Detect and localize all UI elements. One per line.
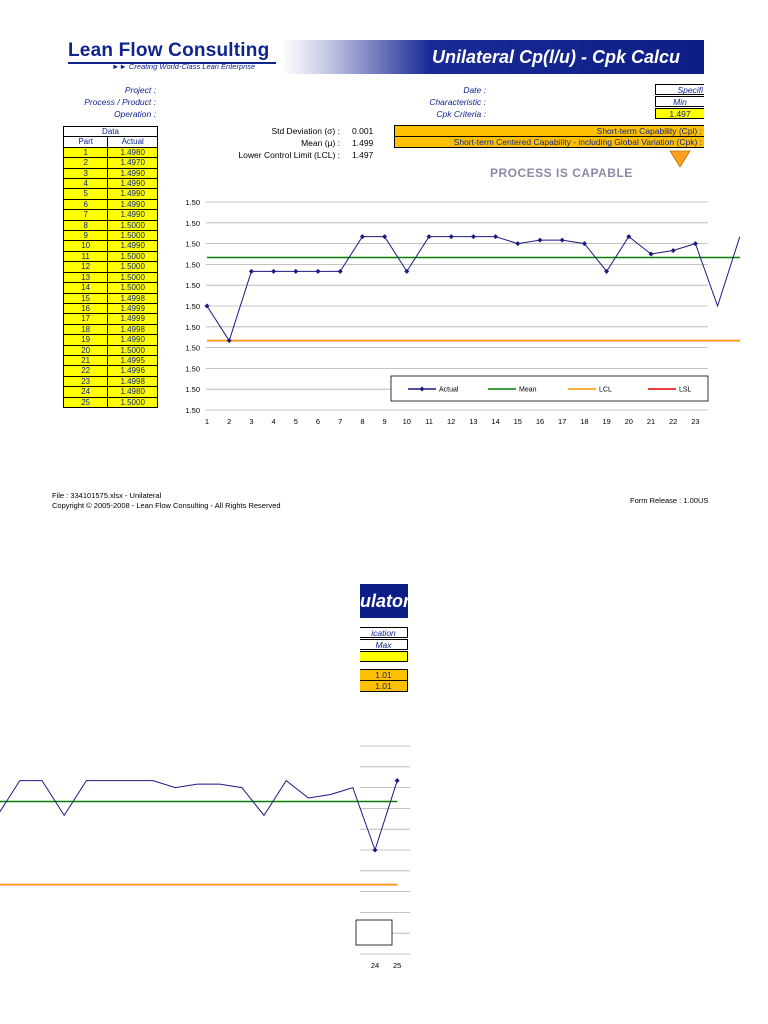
cpk-value: 1.01 xyxy=(360,680,408,692)
spec-max-value[interactable] xyxy=(360,651,408,662)
chart-y-ticks xyxy=(185,198,200,415)
part-cell: 24 xyxy=(64,387,108,397)
page-title: Unilateral Cp(l/u) - Cpk Calcu xyxy=(432,47,681,67)
x-tick-label: 15 xyxy=(513,417,522,426)
x-tick-label: 1 xyxy=(204,417,210,426)
control-chart xyxy=(170,192,708,428)
x-tick-label: 13 xyxy=(469,417,478,426)
page-title-overflow: ulator xyxy=(360,591,411,611)
data-point xyxy=(493,234,498,239)
legend-label: LCL xyxy=(599,386,612,394)
actual-cell[interactable]: 1.5000 xyxy=(108,231,158,241)
data-point xyxy=(449,234,454,239)
part-cell: 2 xyxy=(64,158,108,168)
y-tick-label: 1.50 xyxy=(185,385,200,395)
table-row xyxy=(64,345,158,355)
table-row xyxy=(64,147,158,157)
table-row xyxy=(64,199,158,209)
cpk-criteria-label: Cpk Criteria : xyxy=(436,109,486,119)
y-tick-label: 1.50 xyxy=(185,260,200,270)
cpl-label: Short-term Capability (Cpl) : xyxy=(394,125,704,137)
spec-min-label: Min xyxy=(655,96,704,107)
y-tick-label: 1.50 xyxy=(185,302,200,311)
y-tick-label: 1.50 xyxy=(185,364,200,374)
table-row xyxy=(64,335,158,345)
x-tick-label: 18 xyxy=(580,417,589,426)
x-tick-label: 10 xyxy=(402,417,411,426)
chart-legend xyxy=(391,376,708,401)
actual-cell[interactable]: 1.5000 xyxy=(108,272,158,282)
actual-cell[interactable]: 1.4999 xyxy=(108,303,158,313)
table-row xyxy=(64,303,158,313)
x-tick-label: 20 xyxy=(624,417,633,426)
data-point xyxy=(271,269,276,274)
x-tick-label: 7 xyxy=(338,417,343,426)
table-row xyxy=(64,283,158,293)
data-point xyxy=(373,848,378,853)
data-point xyxy=(395,778,400,783)
data-point xyxy=(227,338,232,343)
actual-cell[interactable]: 1.5000 xyxy=(108,220,158,230)
actual-cell[interactable]: 1.5000 xyxy=(108,397,158,407)
part-cell: 15 xyxy=(64,293,108,303)
table-row xyxy=(64,376,158,386)
x-tick-label: 19 xyxy=(602,417,611,426)
actual-cell[interactable]: 1.4990 xyxy=(108,335,158,345)
data-header: Data xyxy=(64,127,158,137)
part-cell: 3 xyxy=(64,168,108,178)
data-point xyxy=(471,234,476,239)
actual-cell[interactable]: 1.4998 xyxy=(108,324,158,334)
part-cell: 7 xyxy=(64,210,108,220)
x-tick-label: 25 xyxy=(393,961,402,970)
spec-header: Specifi xyxy=(655,84,704,95)
lcl-value: 1.497 xyxy=(352,150,374,160)
part-cell: 9 xyxy=(64,231,108,241)
data-table xyxy=(63,126,158,408)
table-row xyxy=(64,189,158,199)
series-line-actual xyxy=(207,237,740,341)
mean-value: 1.499 xyxy=(352,138,374,148)
data-point xyxy=(205,304,210,309)
y-tick-label: 1.50 xyxy=(185,406,200,415)
x-tick-label: 22 xyxy=(669,417,678,426)
part-cell: 14 xyxy=(64,283,108,293)
form-release: Form Release : 1.00US xyxy=(630,496,709,505)
data-point xyxy=(427,234,432,239)
operation-label: Operation : xyxy=(113,109,156,119)
x-tick-label: 23 xyxy=(691,417,700,426)
data-point xyxy=(382,234,387,239)
actual-cell[interactable]: 1.5000 xyxy=(108,262,158,272)
part-cell: 1 xyxy=(64,147,108,157)
actual-cell[interactable]: 1.4980 xyxy=(108,387,158,397)
chart-x-ticks xyxy=(205,417,700,426)
file-name: File : 334101575.xlsx - Unilateral xyxy=(52,491,162,500)
actual-cell[interactable]: 1.4990 xyxy=(108,189,158,199)
part-cell: 8 xyxy=(64,220,108,230)
data-point xyxy=(693,241,698,246)
title-banner-overflow xyxy=(360,584,411,618)
table-row xyxy=(64,387,158,397)
chart-series-overflow xyxy=(0,778,400,885)
spec-max-label: Max xyxy=(360,639,408,650)
part-cell: 17 xyxy=(64,314,108,324)
x-tick-label: 6 xyxy=(315,417,321,426)
std-deviation-value: 0.001 xyxy=(352,126,374,136)
part-cell: 12 xyxy=(64,262,108,272)
table-row xyxy=(64,251,158,261)
actual-cell[interactable]: 1.4995 xyxy=(108,355,158,365)
capability-status: PROCESS IS CAPABLE xyxy=(490,166,633,180)
table-row xyxy=(64,158,158,168)
table-row xyxy=(64,355,158,365)
table-row xyxy=(64,220,158,230)
table-row xyxy=(64,179,158,189)
actual-cell[interactable]: 1.4990 xyxy=(108,199,158,209)
part-cell: 13 xyxy=(64,272,108,282)
tagline: ►► Creating World-Class Lean Enterprise xyxy=(112,62,256,71)
company-logo: Lean Flow Consulting xyxy=(68,40,270,61)
characteristic-label: Characteristic : xyxy=(429,97,486,107)
data-point xyxy=(560,238,565,243)
cpl-value: 1.01 xyxy=(360,669,408,681)
x-tick-label: 4 xyxy=(271,417,276,426)
actual-cell[interactable]: 1.4990 xyxy=(108,179,158,189)
actual-cell[interactable]: 1.5000 xyxy=(108,345,158,355)
x-tick-label: 14 xyxy=(491,417,500,426)
legend-box-overflow xyxy=(356,920,392,945)
actual-cell[interactable]: 1.4990 xyxy=(108,168,158,178)
x-tick-label: 17 xyxy=(558,417,567,426)
y-tick-label: 1.50 xyxy=(185,281,200,291)
copyright: Copyright © 2005-2008 - Lean Flow Consulting - All Rights Reserved xyxy=(52,501,281,510)
table-row xyxy=(64,314,158,324)
part-cell: 6 xyxy=(64,199,108,209)
data-point xyxy=(316,269,321,274)
actual-cell[interactable]: 1.5000 xyxy=(108,251,158,261)
cpk-label: Short-term Centered Capability - including Global Variation (Cpk) : xyxy=(394,136,704,148)
spec-header-overflow: ication xyxy=(360,627,408,638)
x-tick-label: 11 xyxy=(425,417,433,426)
actual-cell[interactable]: 1.4980 xyxy=(108,147,158,157)
part-cell: 5 xyxy=(64,189,108,199)
x-tick-label: 9 xyxy=(382,417,387,426)
std-deviation-label: Std Deviation (σ) : xyxy=(271,126,340,136)
table-row xyxy=(64,231,158,241)
chart-x-ticks-overflow xyxy=(371,961,402,970)
table-row xyxy=(64,241,158,251)
x-tick-label: 24 xyxy=(370,961,380,970)
x-tick-label: 3 xyxy=(249,417,254,426)
x-tick-label: 8 xyxy=(360,417,365,426)
spec-min-value[interactable]: 1.497 xyxy=(655,108,704,119)
part-cell: 10 xyxy=(64,241,108,251)
part-cell: 19 xyxy=(64,335,108,345)
lcl-label: Lower Control Limit (LCL) : xyxy=(238,150,340,160)
part-cell: 16 xyxy=(64,303,108,313)
data-point xyxy=(360,234,365,239)
data-point xyxy=(404,269,409,274)
y-tick-label: 1.50 xyxy=(185,343,200,353)
part-column-header: Part xyxy=(64,137,108,147)
actual-cell[interactable]: 1.4970 xyxy=(108,158,158,168)
actual-cell[interactable]: 1.4996 xyxy=(108,366,158,376)
part-cell: 18 xyxy=(64,324,108,334)
part-cell: 22 xyxy=(64,366,108,376)
data-point xyxy=(671,248,676,253)
table-row xyxy=(64,324,158,334)
legend-label: Mean xyxy=(519,386,537,394)
y-tick-label: 1.50 xyxy=(185,218,200,228)
status-indicator-arrow xyxy=(668,150,692,168)
actual-cell[interactable]: 1.4998 xyxy=(108,376,158,386)
part-cell: 11 xyxy=(64,251,108,261)
data-point xyxy=(249,269,254,274)
data-point xyxy=(338,269,343,274)
y-tick-label: 1.50 xyxy=(185,198,200,207)
actual-cell[interactable]: 1.4998 xyxy=(108,293,158,303)
actual-cell[interactable]: 1.4990 xyxy=(108,241,158,251)
x-tick-label: 5 xyxy=(293,417,298,426)
control-chart-overflow xyxy=(360,736,410,972)
table-row xyxy=(64,262,158,272)
table-row xyxy=(64,397,158,407)
actual-column-header: Actual xyxy=(108,137,158,147)
x-tick-label: 21 xyxy=(646,417,656,426)
legend-label: LSL xyxy=(679,386,692,394)
title-banner xyxy=(282,40,704,74)
part-cell: 25 xyxy=(64,397,108,407)
actual-cell[interactable]: 1.4990 xyxy=(108,210,158,220)
table-row xyxy=(64,168,158,178)
legend-label: Actual xyxy=(439,386,459,394)
data-point xyxy=(538,238,543,243)
table-row xyxy=(64,210,158,220)
table-row xyxy=(64,366,158,376)
actual-cell[interactable]: 1.5000 xyxy=(108,283,158,293)
part-cell: 4 xyxy=(64,179,108,189)
date-label: Date : xyxy=(463,85,486,95)
data-point xyxy=(515,241,520,246)
process-label: Process / Product : xyxy=(84,97,156,107)
data-point xyxy=(293,269,298,274)
x-tick-label: 12 xyxy=(447,417,456,426)
table-row xyxy=(64,293,158,303)
part-cell: 20 xyxy=(64,345,108,355)
mean-label: Mean (μ) : xyxy=(301,138,340,148)
y-tick-label: 1.50 xyxy=(185,239,200,249)
part-cell: 23 xyxy=(64,376,108,386)
part-cell: 21 xyxy=(64,355,108,365)
table-row xyxy=(64,272,158,282)
series-line-actual xyxy=(0,781,397,885)
x-tick-label: 2 xyxy=(227,417,232,426)
x-tick-label: 16 xyxy=(535,417,545,426)
actual-cell[interactable]: 1.4999 xyxy=(108,314,158,324)
project-label: Project : xyxy=(124,85,156,95)
y-tick-label: 1.50 xyxy=(185,322,200,332)
